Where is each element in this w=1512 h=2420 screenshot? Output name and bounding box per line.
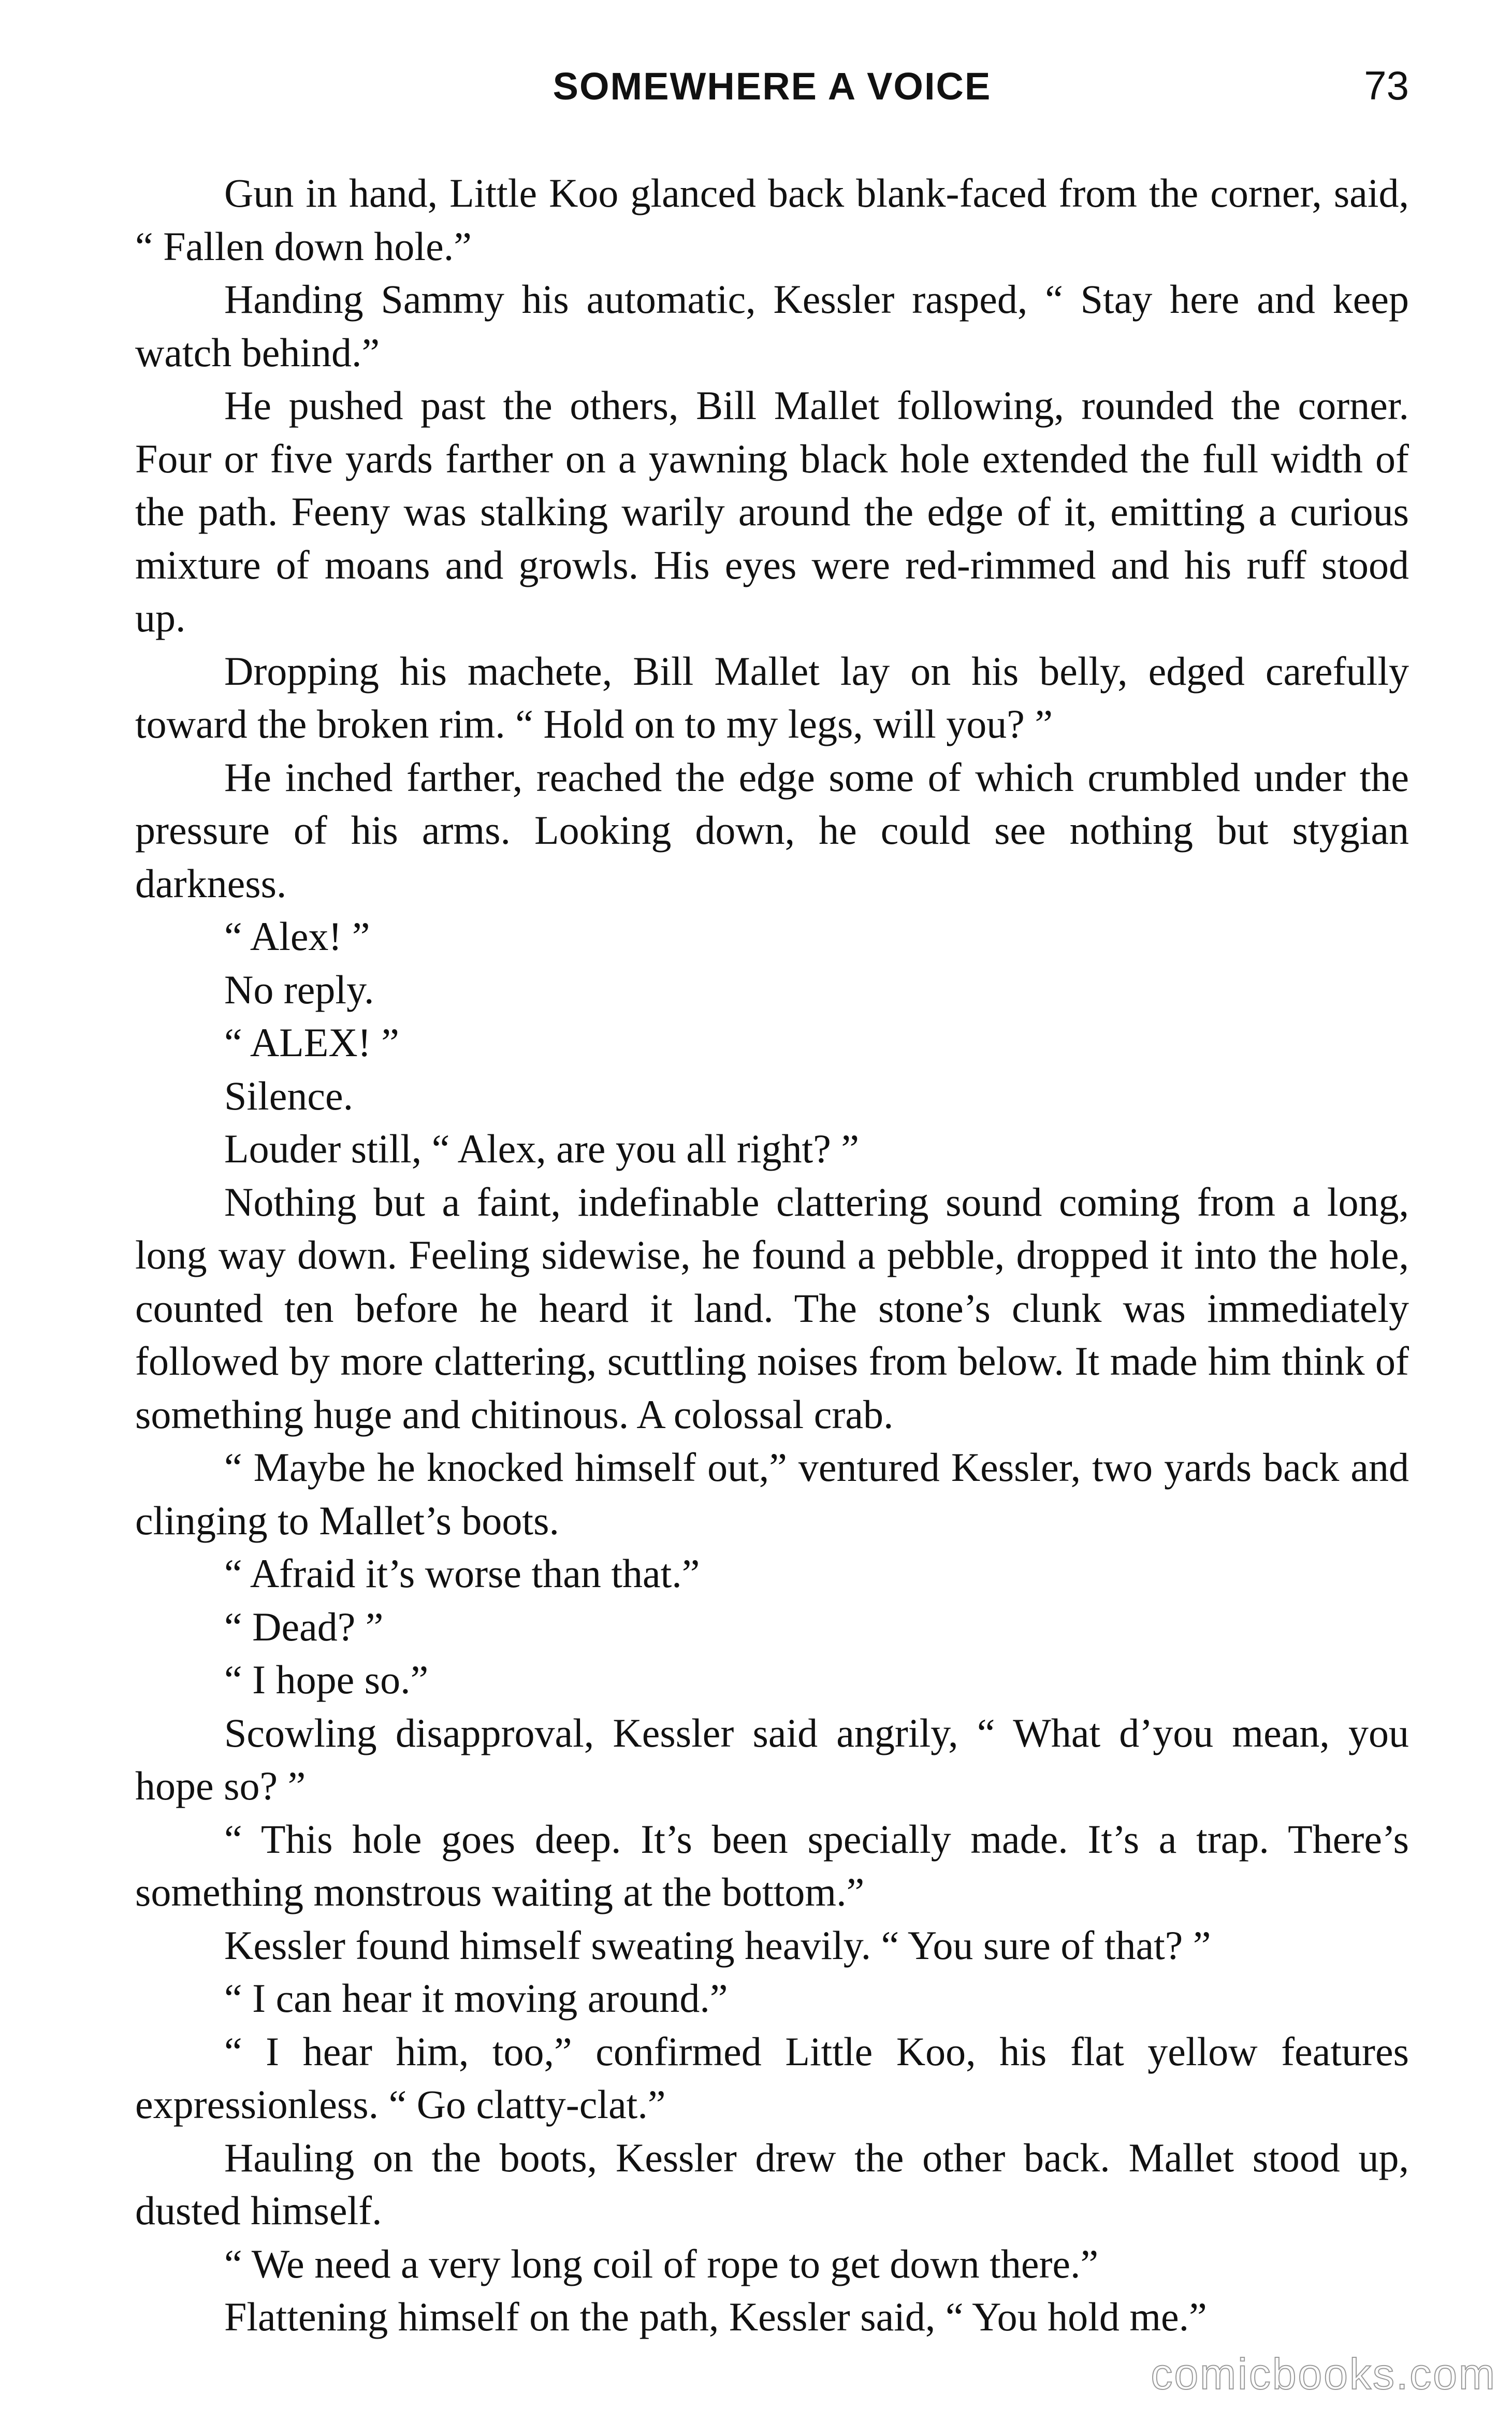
paragraph: “ ALEX! ” — [224, 1020, 399, 1065]
paragraph: He pushed past the others, Bill Mallet following, rounded the corner. Four or five yards farther on a yawning black hole extended the full width of the path. Feeny was stalking warily around the edge of it, emitting a curious mixture of moans and growls. His eyes were red-rimmed and his ruff stood up. — [135, 383, 1409, 640]
paragraph: “ We need a very long coil of rope to get down there.” — [224, 2241, 1099, 2286]
paragraph: “ I hear him, too,” confirmed Little Koo, his flat yellow features expressionless. “ Go clatty-clat.” — [135, 2028, 1409, 2127]
paragraph: Nothing but a faint, indefinable clattering sound coming from a long, long way down. Feeling sidewise, he found a pebble, dropped it into the hole, counted ten before he heard it land. The stone’s clunk was immediately followed by more clattering, scuttling noises from below. It made him think of something huge and chitinous. A colossal crab. — [135, 1179, 1409, 1437]
paragraph: “ I hope so.” — [224, 1657, 429, 1702]
paragraph: Silence. — [224, 1073, 354, 1118]
paragraph: “ Afraid it’s worse than that.” — [224, 1551, 700, 1596]
paragraph: “ Dead? ” — [224, 1604, 384, 1649]
paragraph: “ Maybe he knocked himself out,” ventured Kessler, two yards back and clinging to Mallet’s boots. — [135, 1445, 1409, 1543]
paragraph: Flattening himself on the path, Kessler said, “ You hold me.” — [224, 2294, 1207, 2339]
paragraph: Gun in hand, Little Koo glanced back blank-faced from the corner, said, “ Fallen down hole.” — [135, 170, 1409, 269]
running-head: SOMEWHERE A VOICE — [553, 65, 992, 108]
paragraph: Scowling disapproval, Kessler said angrily, “ What d’you mean, you hope so? ” — [135, 1710, 1409, 1808]
page-number: 73 — [1364, 63, 1409, 108]
paragraph: “ Alex! ” — [224, 914, 370, 959]
paragraph: Handing Sammy his automatic, Kessler rasped, “ Stay here and keep watch behind.” — [135, 277, 1409, 375]
paragraph: “ I can hear it moving around.” — [224, 1976, 728, 2021]
paragraph: Louder still, “ Alex, are you all right? ” — [224, 1126, 859, 1171]
paragraph: Kessler found himself sweating heavily. “ You sure of that? ” — [224, 1922, 1211, 1968]
body-text — [135, 167, 1409, 2344]
paragraph: No reply. — [224, 967, 374, 1012]
paragraph: Hauling on the boots, Kessler drew the other back. Mallet stood up, dusted himself. — [135, 2135, 1409, 2233]
page-header — [135, 57, 1409, 119]
paragraph: He inched farther, reached the edge some of which crumbled under the pressure of his arms. Looking down, he could see nothing but stygian darkness. — [135, 754, 1409, 906]
paragraph: Dropping his machete, Bill Mallet lay on his belly, edged carefully toward the broken rim. “ Hold on to my legs, will you? ” — [135, 648, 1409, 746]
watermark: comicbooks.com — [1151, 2350, 1496, 2398]
paragraph: “ This hole goes deep. It’s been specially made. It’s a trap. There’s something monstrous waiting at the bottom.” — [135, 1816, 1409, 1914]
